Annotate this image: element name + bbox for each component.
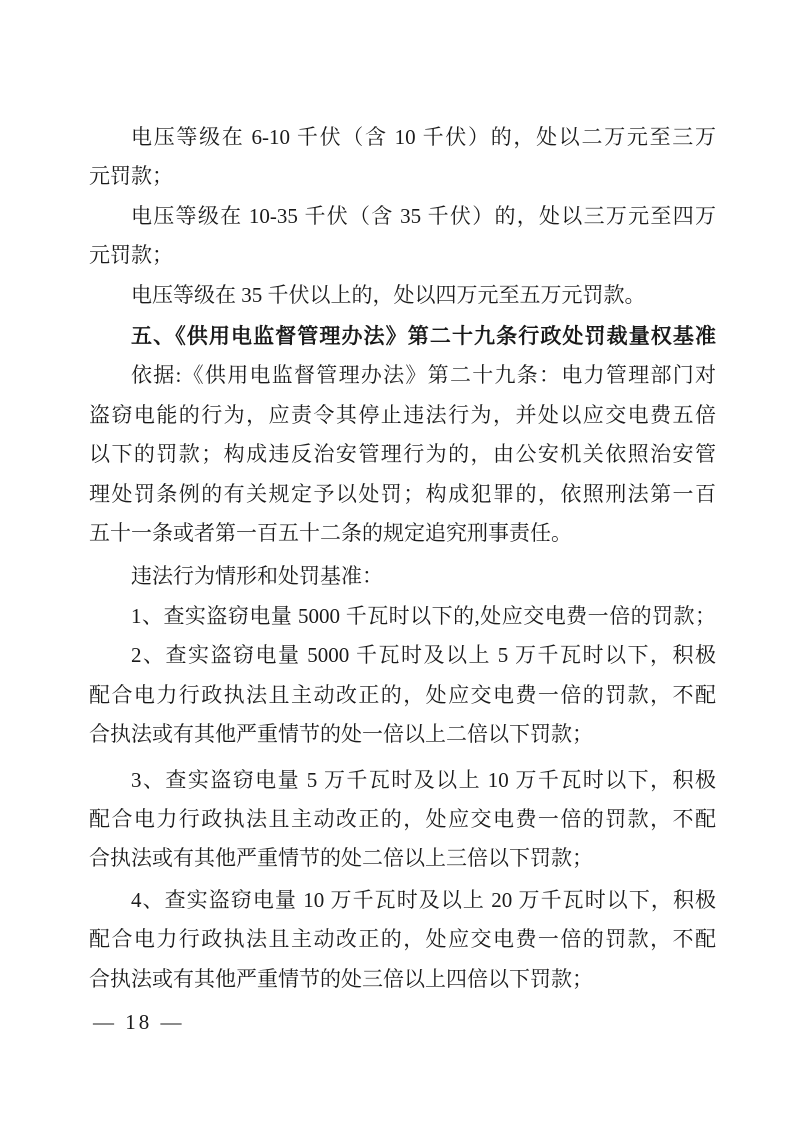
paragraph	[89, 197, 716, 276]
text-line: 盗窃电能的行为，应责令其停止违法行为，并处以应交电费五倍	[89, 402, 716, 427]
text-line: 合执法或有其他严重情节的处二倍以上三倍以下罚款；	[89, 846, 593, 871]
text-line: 电压等级在 35 千伏以上的，处以四万元至五万元罚款。	[131, 282, 646, 307]
document-body	[89, 118, 716, 999]
paragraph	[89, 881, 716, 999]
paragraph	[89, 761, 716, 879]
paragraph	[89, 597, 716, 636]
text-line: 4、查实盗窃电量 10 万千瓦时及以上 20 万千瓦时以下，积极	[131, 887, 716, 912]
text-line: 五十一条或者第一百五十二条的规定追究刑事责任。	[89, 521, 572, 546]
text-line: 五、《供用电监督管理办法》第二十九条行政处罚裁量权基准	[131, 325, 716, 349]
text-line: 配合电力行政执法且主动改正的，处应交电费一倍的罚款，不配	[89, 682, 716, 707]
section-heading	[89, 317, 716, 356]
text-line: 配合电力行政执法且主动改正的，处应交电费一倍的罚款，不配	[89, 806, 716, 831]
text-line: 合执法或有其他严重情节的处三倍以上四倍以下罚款；	[89, 966, 593, 991]
text-line: 3、查实盗窃电量 5 万千瓦时及以上 10 万千瓦时以下，积极	[131, 767, 716, 792]
text-line: 2、查实盗窃电量 5000 千瓦时及以上 5 万千瓦时以下，积极	[131, 643, 716, 668]
text-line: 电压等级在 6-10 千伏（含 10 千伏）的，处以二万元至三万	[131, 125, 716, 149]
paragraph	[89, 276, 716, 315]
text-line: 依据:《供用电监督管理办法》第二十九条：电力管理部门对	[131, 363, 716, 388]
text-line: 违法行为情形和处罚基准：	[131, 564, 383, 589]
text-line: 元罚款；	[89, 164, 173, 189]
page-number-footer: — 18 —	[93, 1010, 185, 1034]
text-line: 电压等级在 10-35 千伏（含 35 千伏）的，处以三万元至四万	[131, 203, 716, 228]
text-line: 配合电力行政执法且主动改正的，处应交电费一倍的罚款，不配	[89, 927, 716, 952]
text-line: 以下的罚款；构成违反治安管理行为的，由公安机关依照治安管	[89, 442, 716, 467]
text-line: 1、查实盗窃电量 5000 千瓦时以下的,处应交电费一倍的罚款；	[131, 603, 716, 628]
text-line: 合执法或有其他严重情节的处一倍以上二倍以下罚款；	[89, 722, 593, 747]
paragraph	[89, 356, 716, 553]
paragraph	[89, 636, 716, 754]
text-line: 元罚款；	[89, 243, 173, 268]
text-line: 理处罚条例的有关规定予以处罚；构成犯罪的，依照刑法第一百	[89, 481, 716, 506]
paragraph	[89, 118, 716, 197]
paragraph	[89, 557, 716, 596]
